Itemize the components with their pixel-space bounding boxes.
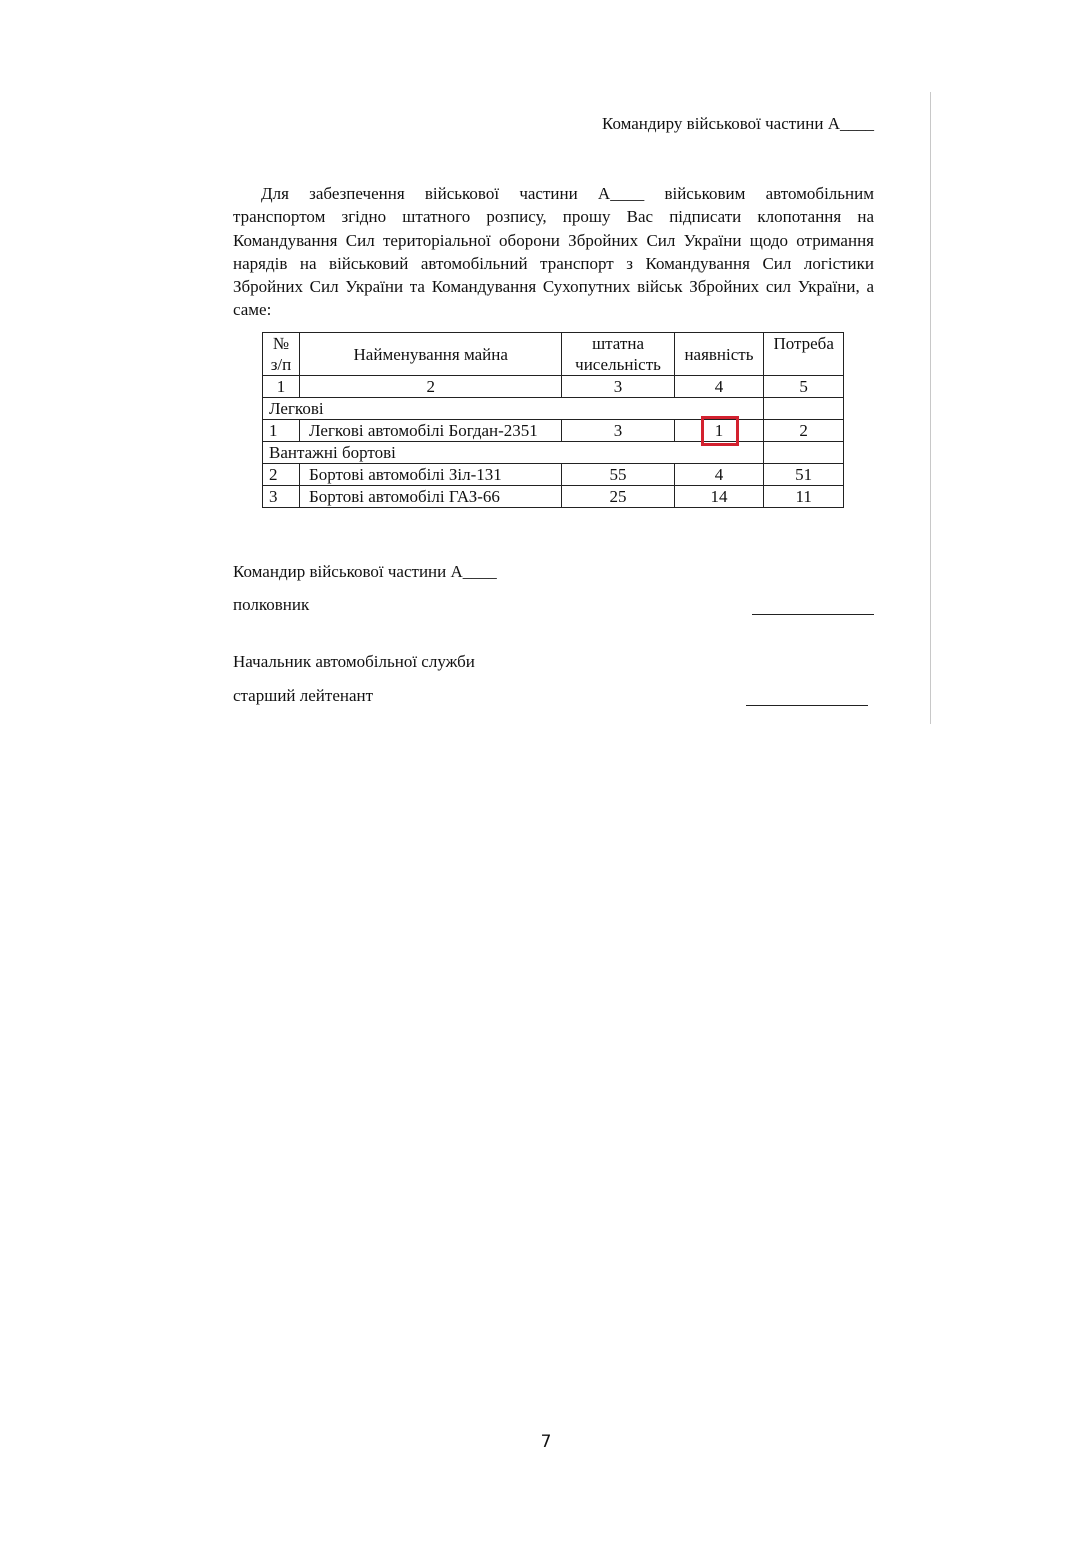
table-row <box>263 420 844 442</box>
cell-need: 2 <box>764 420 844 442</box>
request-paragraph: Для забезпечення військової частини А____ військовим автомобільним транспортом згідно штатного розпису, прошу Вас підписати клопотання на Командування Сил територіальної оборони Збройних Сил України щодо отримання нарядів на військовий автомобільний транспорт з Командування Сил логістики Збройних Сил України та Командування Сухопутних військ Збройних сил України, а саме: <box>233 184 874 320</box>
header-no: № з/п <box>263 333 300 376</box>
commander-signature-line <box>752 614 874 615</box>
empty-cell <box>764 398 844 420</box>
table-header-row <box>263 333 844 376</box>
cell-name: Бортові автомобілі Зіл-131 <box>300 464 562 486</box>
cell-have-value: 1 <box>714 421 724 440</box>
cell-staff: 55 <box>562 464 674 486</box>
column-number-row <box>263 376 844 398</box>
section-row <box>263 398 844 420</box>
cell-no: 1 <box>263 420 300 442</box>
header-have: наявність <box>674 333 764 376</box>
commander-title: Командир військової частини А____ <box>233 562 497 581</box>
cell-have: 4 <box>674 464 764 486</box>
cell-no: 2 <box>263 464 300 486</box>
cell-have <box>674 420 764 442</box>
col-number: 3 <box>562 376 674 398</box>
chief-signature-line <box>746 705 868 706</box>
addressee: Командиру військової частини А____ <box>601 114 874 133</box>
table-row <box>263 486 844 508</box>
highlight-box <box>701 416 739 446</box>
col-number: 5 <box>764 376 844 398</box>
cell-have: 14 <box>674 486 764 508</box>
table-row <box>263 464 844 486</box>
header-name: Найменування майна <box>300 333 562 376</box>
vehicle-table <box>262 332 844 508</box>
commander-rank: полковник <box>233 595 310 614</box>
cell-staff: 3 <box>562 420 674 442</box>
chief-rank: старший лейтенант <box>233 686 374 705</box>
section-title: Легкові <box>263 398 764 420</box>
cell-no: 3 <box>263 486 300 508</box>
col-number: 4 <box>674 376 764 398</box>
cell-name: Легкові автомобілі Богдан-2351 <box>300 420 562 442</box>
col-number: 2 <box>300 376 562 398</box>
cell-need: 11 <box>764 486 844 508</box>
page-number: 7 <box>540 1432 552 1452</box>
header-staff: штатна чисельність <box>562 333 674 376</box>
cell-name: Бортові автомобілі ГАЗ-66 <box>300 486 562 508</box>
cell-need: 51 <box>764 464 844 486</box>
col-number: 1 <box>263 376 300 398</box>
cell-staff: 25 <box>562 486 674 508</box>
chief-title: Начальник автомобільної служби <box>233 652 475 671</box>
section-row <box>263 442 844 464</box>
page-margin-line <box>930 92 931 724</box>
section-title: Вантажні бортові <box>263 442 764 464</box>
header-need: Потреба <box>764 333 844 376</box>
empty-cell <box>764 442 844 464</box>
